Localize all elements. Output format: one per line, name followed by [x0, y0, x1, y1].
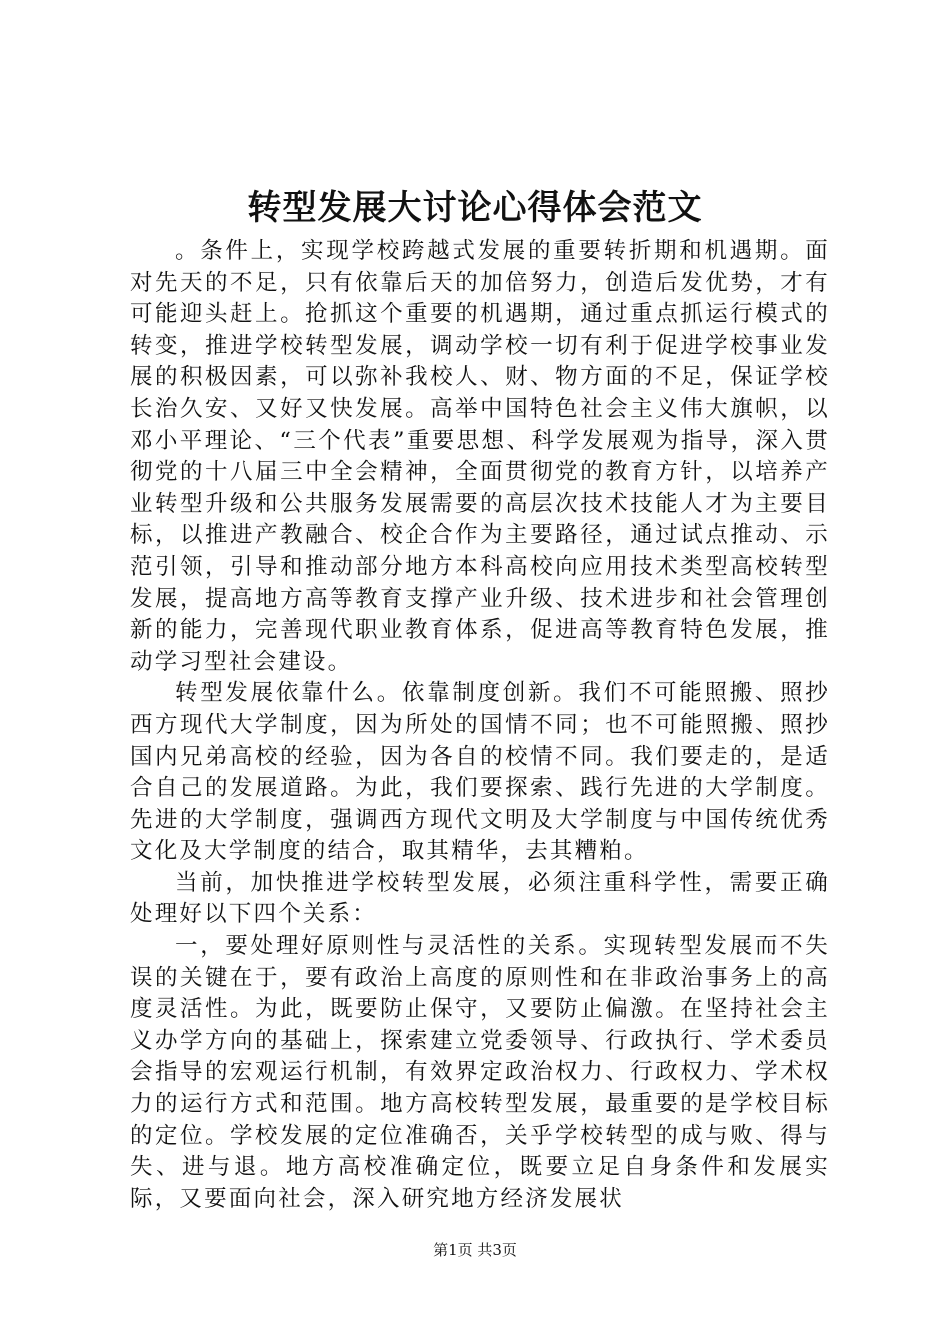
- document-title: 转型发展大讨论心得体会范文: [247, 188, 703, 228]
- document-body: [130, 236, 830, 1215]
- paragraph-2: 转型发展依靠什么。依靠制度创新。我们不可能照搬、照抄西方现代大学制度，因为所处的国情不同；也不可能照搬、照抄国内兄弟高校的经验，因为各自的校情不同。我们要走的，是适合自己的发展道路。为此，我们要探索、践行先进的大学制度。先进的大学制度，强调西方现代文明及大学制度与中国传统优秀文化及大学制度的结合，取其精华，去其糟粕。: [130, 680, 830, 865]
- page-footer: 第1页 共3页: [433, 1241, 517, 1259]
- paragraph-4: 一，要处理好原则性与灵活性的关系。实现转型发展而不失误的关键在于，要有政治上高度的原则性和在非政治事务上的高度灵活性。为此，既要防止保守，又要防止偏激。在坚持社会主义办学方向的基础上，探索建立党委领导、行政执行、学术委员会指导的宏观运行机制，有效界定政治权力、行政权力、学术权力的运行方式和范围。地方高校转型发展，最重要的是学校目标的定位。学校发展的定位准确否，关乎学校转型的成与败、得与失、进与退。地方高校准确定位，既要立足自身条件和发展实际，又要面向社会，深入研究地方经济发展状: [130, 933, 830, 1212]
- paragraph-1: 。条件上，实现学校跨越式发展的重要转折期和机遇期。面对先天的不足，只有依靠后天的加倍努力，创造后发优势，才有可能迎头赶上。抢抓这个重要的机遇期，通过重点抓运行模式的转变，推进学校转型发展，调动学校一切有利于促进学校事业发展的积极因素，可以弥补我校人、财、物方面的不足，保证学校长治久安、又好又快发展。高举中国特色社会主义伟大旗帜，以邓小平理论、“三个代表”重要思想、科学发展观为指导，深入贯彻党的十八届三中全会精神，全面贯彻党的教育方针，以培养产业转型升级和公共服务发展需要的高层次技术技能人才为主要目标，以推进产教融合、校企合作为主要路径，通过试点推动、示范引领，引导和推动部分地方本科高校向应用技术类型高校转型发展，提高地方高等教育支撑产业升级、技术进步和社会管理创新的能力，完善现代职业教育体系，促进高等教育特色发展，推动学习型社会建设。: [130, 238, 830, 675]
- paragraph-3: 当前，加快推进学校转型发展，必须注重科学性，需要正确处理好以下四个关系：: [130, 869, 830, 928]
